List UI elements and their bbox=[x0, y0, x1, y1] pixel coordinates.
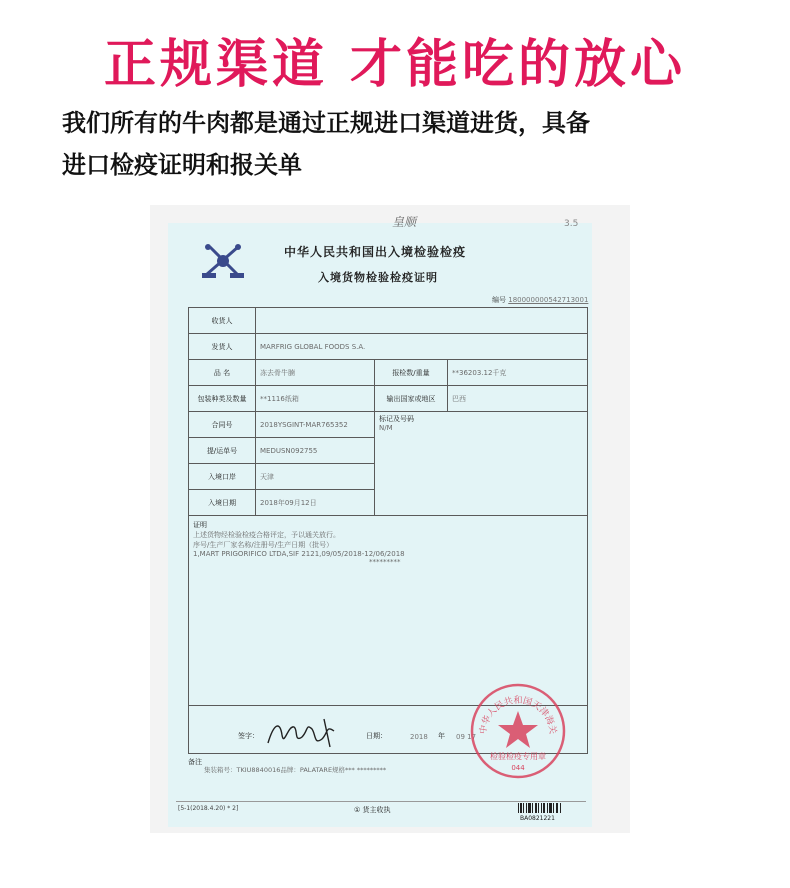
inspection-certificate bbox=[168, 215, 592, 827]
page-number: 3.5 bbox=[564, 219, 579, 229]
product-value: 冻去骨牛腩 bbox=[256, 360, 375, 386]
consignee-value bbox=[256, 308, 588, 334]
footer-rule bbox=[176, 801, 586, 802]
proof-end-mark: ********* bbox=[369, 558, 401, 566]
handwritten-signature bbox=[264, 713, 344, 753]
headline: 正规渠道 才能吃的放心 bbox=[103, 35, 687, 95]
remarks-value: 集装箱号：TKIU8840016品牌：PALATARE规格*** ********* bbox=[204, 766, 387, 774]
proof-title: 证明 bbox=[193, 521, 207, 529]
origin-value: 巴西 bbox=[448, 386, 588, 412]
subheadline-line-2: 进口检疫证明和报关单 bbox=[62, 151, 302, 179]
signature-label: 签字： bbox=[238, 732, 259, 740]
contract-value: 2018YSGINT-MAR765352 bbox=[256, 412, 375, 438]
serial-value: 180000000542713001 bbox=[508, 296, 589, 304]
proof-section bbox=[189, 516, 588, 706]
date-year-unit: 年 bbox=[438, 732, 445, 740]
date-label: 日期： bbox=[366, 732, 387, 740]
serial-label: 编号 bbox=[492, 296, 506, 304]
consignee-label: 收货人 bbox=[189, 308, 256, 334]
remarks-label: 备注 bbox=[188, 758, 202, 766]
marks-label: 标记及号码 bbox=[379, 415, 414, 423]
handwritten-note: 皇顺 bbox=[392, 215, 417, 229]
bill-of-lading-label: 提/运单号 bbox=[189, 438, 256, 464]
seal-number: 044 bbox=[511, 764, 525, 772]
quantity-value: **36203.12千克 bbox=[448, 360, 588, 386]
proof-manufacturer: 1,MART PRIGORIFICO LTDA,SIF 2121,09/05/2018-12/06/2018 bbox=[193, 550, 405, 558]
quantity-label: 报检数/重量 bbox=[375, 360, 448, 386]
entry-port-value: 天津 bbox=[256, 464, 375, 490]
seal-bottom-text: 检验检疫专用章 bbox=[490, 752, 546, 761]
marks-cell bbox=[375, 412, 588, 516]
product-label: 品 名 bbox=[189, 360, 256, 386]
form-code: [5-1(2018.4.20) * 2] bbox=[178, 805, 239, 812]
bill-of-lading-value: MEDUSN092755 bbox=[256, 438, 375, 464]
certificate-authority-title: 中华人民共和国出入境检验检疫 bbox=[284, 245, 467, 259]
subheadline-line-1: 我们所有的牛肉都是通过正规进口渠道进货，具备 bbox=[62, 109, 590, 137]
marks-value: N/M bbox=[379, 424, 393, 432]
proof-columns: 序号/生产厂家名称/注册号/生产日期（批号） bbox=[193, 541, 334, 549]
proof-statement: 上述货物经检验检疫合格评定，予以通关放行。 bbox=[193, 531, 340, 539]
copy-designation: ① 货主收执 bbox=[354, 806, 391, 814]
package-label: 包装种类及数量 bbox=[189, 386, 256, 412]
consignor-value: MARFRIG GLOBAL FOODS S.A. bbox=[256, 334, 588, 360]
date-month-day: 09 17 bbox=[456, 733, 477, 741]
origin-label: 输出国家或地区 bbox=[375, 386, 448, 412]
consignor-label: 发货人 bbox=[189, 334, 256, 360]
serial-number bbox=[492, 295, 588, 305]
barcode-number: BA0821221 bbox=[520, 815, 555, 822]
package-value: **1116纸箱 bbox=[256, 386, 375, 412]
contract-label: 合同号 bbox=[189, 412, 256, 438]
seal-top-text: 中华人民共和国天津海关 bbox=[478, 696, 558, 735]
entry-date-value: 2018年09月12日 bbox=[256, 490, 375, 516]
barcode-icon bbox=[518, 803, 562, 813]
date-year: 2018 bbox=[410, 733, 428, 741]
entry-port-label: 入境口岸 bbox=[189, 464, 256, 490]
certificate-title: 入境货物检验检疫证明 bbox=[318, 271, 438, 284]
ciq-emblem-icon bbox=[200, 241, 246, 281]
customs-seal-stamp bbox=[468, 681, 568, 781]
entry-date-label: 入境日期 bbox=[189, 490, 256, 516]
